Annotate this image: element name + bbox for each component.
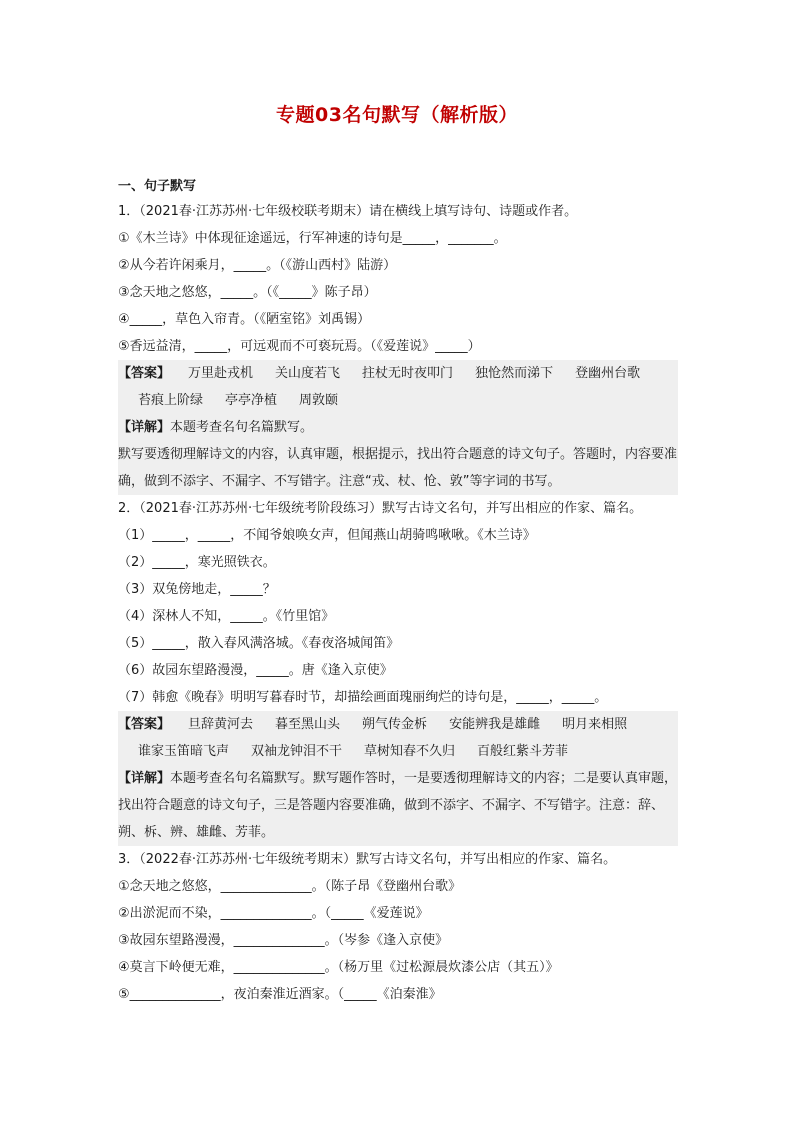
- answer-item: 朔气传金柝: [362, 717, 428, 732]
- answer-row: [118, 360, 678, 387]
- question-2-answer-block: [118, 711, 678, 846]
- question-2-item: （5）_____，散入春风满洛城。《春夜洛城闻笛》: [118, 636, 400, 651]
- answer-item: 双袖龙钟泪不干: [251, 744, 343, 759]
- question-3-item: ①念天地之悠悠，______________。（陈子昂《登幽州台歌》: [118, 879, 462, 894]
- answer-tag: 【答案】: [118, 366, 171, 381]
- answer-item: 登幽州台歌: [575, 366, 641, 381]
- question-1-header: 1．（2021春·江苏苏州·七年级校联考期末）请在横线上填写诗句、诗题或作者。: [118, 204, 578, 219]
- answer-item: 安能辨我是雄雌: [449, 717, 541, 732]
- answer-tag: 【答案】: [118, 717, 171, 732]
- answer-item: 万里赴戎机: [188, 366, 254, 381]
- answer-item: 草树知春不久归: [364, 744, 456, 759]
- question-2-item: （3）双兔傍地走，_____？: [118, 582, 276, 597]
- answer-row: [118, 387, 678, 414]
- section-heading: 一、句子默写: [118, 179, 197, 194]
- detail-text: 本题考查名句名篇默写。默写题作答时，一是要透彻理解诗文的内容；二是要认真审题，找出符合题意的诗文句子，三是答题内容要准确，做到不添字、不漏字、不写错字。注意：辞、朔、柝、辨、雄雌、芳菲。: [118, 771, 678, 840]
- question-3-item: ⑤______________，夜泊秦淮近酒家。（_____《泊秦淮》: [118, 987, 442, 1002]
- detail-tag: 【详解】: [118, 420, 171, 435]
- answer-row: [118, 738, 678, 765]
- answer-item: 谁家玉笛暗飞声: [138, 744, 230, 759]
- question-3-header: 3．（2022春·江苏苏州·七年级统考期末）默写古诗文名句，并写出相应的作家、篇名。: [118, 852, 617, 867]
- answer-item: 百般红紫斗芳菲: [477, 744, 569, 759]
- answer-item: 亭亭净植: [225, 393, 278, 408]
- question-2-header: 2．（2021春·江苏苏州·七年级统考阶段练习）默写古诗文名句，并写出相应的作家、篇名。: [118, 501, 643, 516]
- question-3-item: ④莫言下岭便无难，______________。（杨万里《过松源晨炊漆公店（其五）》: [118, 960, 559, 975]
- question-3-item: ③故园东望路漫漫，______________。（岑参《逢入京使》: [118, 933, 449, 948]
- answer-item: 旦辞黄河去: [188, 717, 254, 732]
- question-1-answer-block: [118, 360, 678, 495]
- question-2-item: （7）韩愈《晚春》明明写暮春时节，却描绘画面瑰丽绚烂的诗句是，_____，_____。: [118, 690, 608, 705]
- detail-paragraph: 默写要透彻理解诗文的内容，认真审题，根据提示，找出符合题意的诗文句子。答题时，内容要准确，做到不添字、不漏字、不写错字。注意“戎、杖、怆、敦”等字词的书写。: [118, 447, 678, 489]
- answer-item: 暮至黑山头: [275, 717, 341, 732]
- answer-item: 独怆然而涕下: [475, 366, 554, 381]
- detail-paragraph: [118, 765, 678, 846]
- detail-text: 本题考查名句名篇默写。: [170, 420, 314, 435]
- question-2-item: （2）_____，寒光照铁衣。: [118, 555, 276, 570]
- question-1-item: ⑤香远益清，_____，可远观而不可亵玩焉。（《爱莲说》_____）: [118, 339, 481, 354]
- answer-item: 拄杖无时夜叩门: [362, 366, 454, 381]
- question-2-item: （4）深林人不知，_____。《竹里馆》: [118, 609, 335, 624]
- document-body: [118, 176, 678, 1008]
- question-1-item: ④_____，草色入帘青。（《陋室铭》刘禹锡）: [118, 312, 371, 327]
- answer-item: 周敦颐: [299, 393, 339, 408]
- question-1-item: ①《木兰诗》中体现征途遥远，行军神速的诗句是_____，_______。: [118, 231, 507, 246]
- detail-tag: 【详解】: [118, 771, 171, 786]
- answer-item: 明月来相照: [562, 717, 628, 732]
- answer-item: 苔痕上阶绿: [138, 393, 204, 408]
- question-3-item: ②出淤泥而不染，______________。（_____《爱莲说》: [118, 906, 429, 921]
- question-2-item: （6）故园东望路漫漫，_____。唐《逢入京使》: [118, 663, 393, 678]
- page-title: 专题03名句默写（解析版）: [276, 104, 518, 126]
- answer-row: [118, 711, 678, 738]
- question-1-item: ③念天地之悠悠，_____。（《_____》陈子昂）: [118, 285, 377, 300]
- answer-item: 关山度若飞: [275, 366, 341, 381]
- question-2-item: （1）_____，_____，不闻爷娘唤女声，但闻燕山胡骑鸣啾啾。《木兰诗》: [118, 528, 536, 543]
- detail-line: [118, 414, 678, 441]
- question-1-item: ②从今若许闲乘月，_____。（《游山西村》陆游）: [118, 258, 397, 273]
